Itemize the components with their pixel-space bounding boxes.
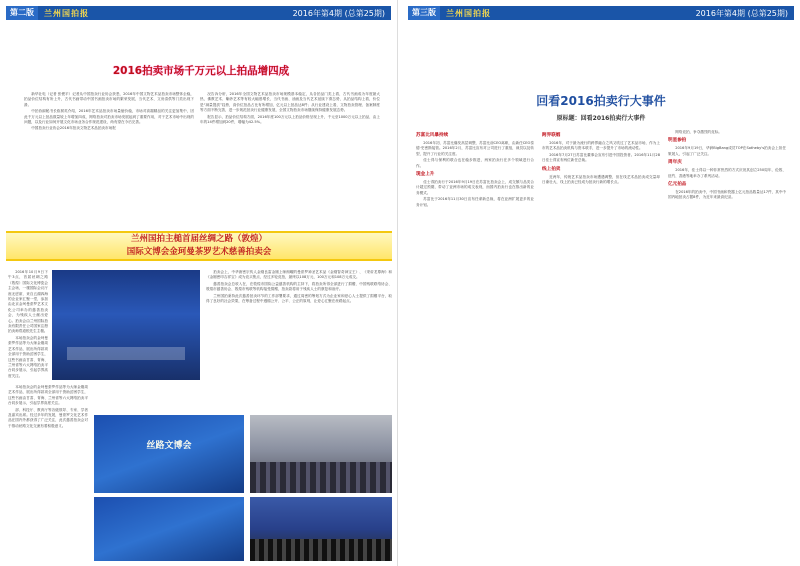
- paragraph: 拍卖会上，中华唐密宗传人金刚良雷金刚上师朗曜的曼荼罗神圣艺术品《金刚智奇神宝王》、《采帝龙尊海》和《金刚密印吉祥宝》成为竞买焦点，经过多轮竞拍，最终以108万元、100万元和108万元成交。: [206, 270, 392, 280]
- event-backdrop-photo: [94, 415, 244, 493]
- paragraph: 在2016年的拍卖中，中国书画和瓷器上亿元拍品数量达17件，其中中国内地拍卖占据8件，为近年来最高纪录。: [668, 190, 786, 200]
- section-heading: 苏富比风暴持续: [416, 133, 449, 138]
- edition-label: 第三版: [408, 6, 440, 20]
- paragraph: 本场拍卖会的金珂曼荼罗作品等为大师金刚周艺术作品，展出所得款项全部用于资助贫困学生，这些书画由甘肃、青海、兰州省等六大网络拍卖平台同步展示，引起学界高度关注。: [8, 385, 88, 406]
- paper-name: 兰州国拍报: [446, 8, 491, 18]
- right-page: [402, 0, 800, 566]
- column-1: [416, 130, 534, 560]
- banner-line-1: 兰州国拍主槌首届丝绸之路（敦煌）: [130, 234, 267, 244]
- banner-line-2: 国际文博会金珂曼茶罗艺术慈善拍卖会: [126, 247, 272, 257]
- left-page-header: [6, 6, 391, 20]
- paragraph: 新华社电（记者 张俊平）记者从中国拍卖行业协会获悉，2016年中国文物艺术品拍卖市场整体企稳，拍品价位结构有所上升，古代书画带动中国书画拍卖市场的繁荣发展，当代艺术、文房清供等门类出现下滑。: [24, 92, 194, 107]
- headline: 2016拍卖市场千万元以上拍品增四成: [112, 65, 290, 77]
- paragraph: 佳士得与保利的联合也在稳步推进，两家拍卖行在多个领域进行合作。: [416, 158, 534, 168]
- section-heading: 跨界联姻: [542, 133, 561, 138]
- paper-name: 兰州国拍报: [44, 8, 89, 18]
- original-title-line: 原标题：回看2016拍卖行大事件: [556, 115, 646, 122]
- article-banner: [6, 231, 392, 261]
- paragraph: 兰州国拍秉持此次慈善拍卖环节的工作部署要求，通过周密的筹划方式为企业家和爱心人士提供了捐赠平台，取得了良好的社会效果，在筹备过程中遵循公开、公平、公正的原则，让爱心汇聚在丝路起点。: [206, 293, 392, 304]
- audience-photo: [250, 415, 392, 493]
- paragraph: 2016年10月9日下午3点，首届丝绸之路（敦煌）国际文化博览会主会场，一楼国际会议厅座无虚席，来自五湖四海的企业家汇聚一堂，参加由北京金珂曼荼罗艺术文化公司举办的慈善拍卖会，为残疾人士献出爱心。拍卖会由兰州国际拍卖有限责任公司国家注册拍卖师郑道根先生主槌。: [8, 270, 48, 334]
- group-photo: [250, 497, 392, 561]
- paragraph: 2016年初，苏富比爆发高层调整，苏富比前CEO离职，由新任CEO泰德·史密斯接管。2016年2月，苏富比宣布对公司进行了重组，裁员以及转型，提升了行业的关注度。: [416, 141, 534, 156]
- paragraph: 慈善拍卖会总收入在，在敦煌市国际公益慈善机构的主持下，将拍卖所得全部进行了捐赠，中国残联联络协会、敦煌市慈善协会、敦煌市残联等机构接受捐赠，拍卖款将用于残疾人士的康复和治疗。: [206, 281, 392, 292]
- paragraph: 2016年，对于最为流行的跨界融合之风又吹过了艺术品市场，作为上市的艺术品拍卖机构与资本联手，进一步提升了市场的流动性。: [542, 141, 660, 151]
- section-heading: 现金上升: [416, 172, 435, 178]
- intro-column-1: [24, 92, 194, 222]
- paragraph: 本场拍卖会的金珂曼荼罗作品等为大师金刚周艺术作品，展出所得款项全部用于资助贫困学生，这些书画由甘肃、青海、兰州省等六大网络拍卖平台同步展示，引起学界高度关注。: [8, 335, 48, 378]
- paragraph: 中国拍卖行业协会2016年拍卖文物艺术品拍卖市场报: [31, 126, 116, 131]
- article-right-column: [206, 270, 392, 410]
- paragraph: 2016年7月27日苏富比董事会宣布引进中国投资者。2016年11月28日佳士得宣布两位新任总裁。: [542, 152, 660, 163]
- issue-label: 2016年第4期 (总第25期): [292, 8, 385, 18]
- paragraph: 近两年，传统艺术品拍卖市场遭遇调整，但在线艺术品拍卖成交量却日渐壮大，线上拍卖已经成为拍卖行新的增长点。: [542, 174, 660, 185]
- issue-label: 2016年第4期 (总第25期): [695, 8, 788, 18]
- intro-column-2: [200, 92, 380, 222]
- photo-caption: 丝路文博会: [146, 441, 192, 452]
- right-page-header: [408, 6, 794, 20]
- headline: 回看2016拍卖行大事件: [536, 94, 666, 108]
- paragraph: 网络竞拍，争夺激烈的竞标。: [675, 130, 722, 134]
- section-heading: 亿元拍品: [668, 182, 687, 188]
- edition-label: 第二版: [6, 6, 38, 20]
- paragraph: 苏富比于2016年11月30日宣布任命新总裁，将在亚洲扩展更多的业务计划。: [416, 197, 534, 207]
- left-page: [0, 0, 398, 566]
- section-heading: 明星参拍: [668, 138, 687, 144]
- paragraph: 报告显示，拍品价位结构方面，2016年度100万元以上拍品价格呈现上升，千元至1000万元以上拍品，由上年的14件增加到20件，增幅为42.5%。: [200, 114, 380, 125]
- section-heading: 线上拍卖: [542, 166, 561, 172]
- article-bottom-column: [8, 385, 88, 560]
- section-heading: 周年庆: [668, 160, 682, 166]
- paragraph: 中拍协副秘书长欧树英介绍，2016年艺术品拍卖市场量缩价稳，市场对高端精品的关注更加集中，因此千万元以上拍品数量较上年增加四成，网络拍卖对拍卖市场发展起到了重要作用，对于艺术市场中出现的问题，以及行业如何开展文化市场业务合作规范建设，尚有望在今后完善。: [24, 109, 194, 125]
- paragraph: 2016年9月19日，华润BigBang成员TOP在Sotheby's拍卖会上担任策展人，引起了广泛关注。: [668, 146, 786, 156]
- paragraph: 佳士得拍卖行于2016年9月19日在苏富比拍卖会上，成交额与品类合计超过预期，带动了亚洲市场的成交表现，而国内拍卖行也在推出新的业务模式。: [416, 180, 534, 195]
- paragraph: 部、科技厅、教育厅等各级领导、专家、学者及嘉宾出席。经过多年的发展，曼荼罗文化艺术作品在国内外都获得了广泛关注，此次慈善拍卖会对于推动丝路文化交流有着积极意义。: [8, 407, 88, 428]
- paragraph: 2016年，佳士得以一种非常热烈的方式庆祝其创立250周年，伦敦、纽约、香港等地举办了系列活动。: [668, 168, 786, 178]
- article-narrow-column: [8, 270, 48, 400]
- paragraph: 况告诉分析，2016年全国文物艺术品拍卖市场规模基本稳定，从各拍品门类上看，古代书画成为年度最大热，佛教艺术、紫砂艺术等有较大幅度增长，当代书画、油画及当代艺术延续下滑态势，从拍品结构上看，价位是“减量提质”趋势，高价位拍品占比有所增加，亿元以上拍品达8件；从行业建设上看，文物拍卖管理、备案制度等方面不断完善，进一步规范拍卖行业健康发展，全国文物拍卖市场继续保持健康发展态势。: [200, 92, 380, 113]
- column-2: [542, 130, 660, 560]
- stage-photo: [52, 270, 200, 380]
- column-3: [668, 130, 786, 560]
- ceremony-photo: [94, 497, 244, 561]
